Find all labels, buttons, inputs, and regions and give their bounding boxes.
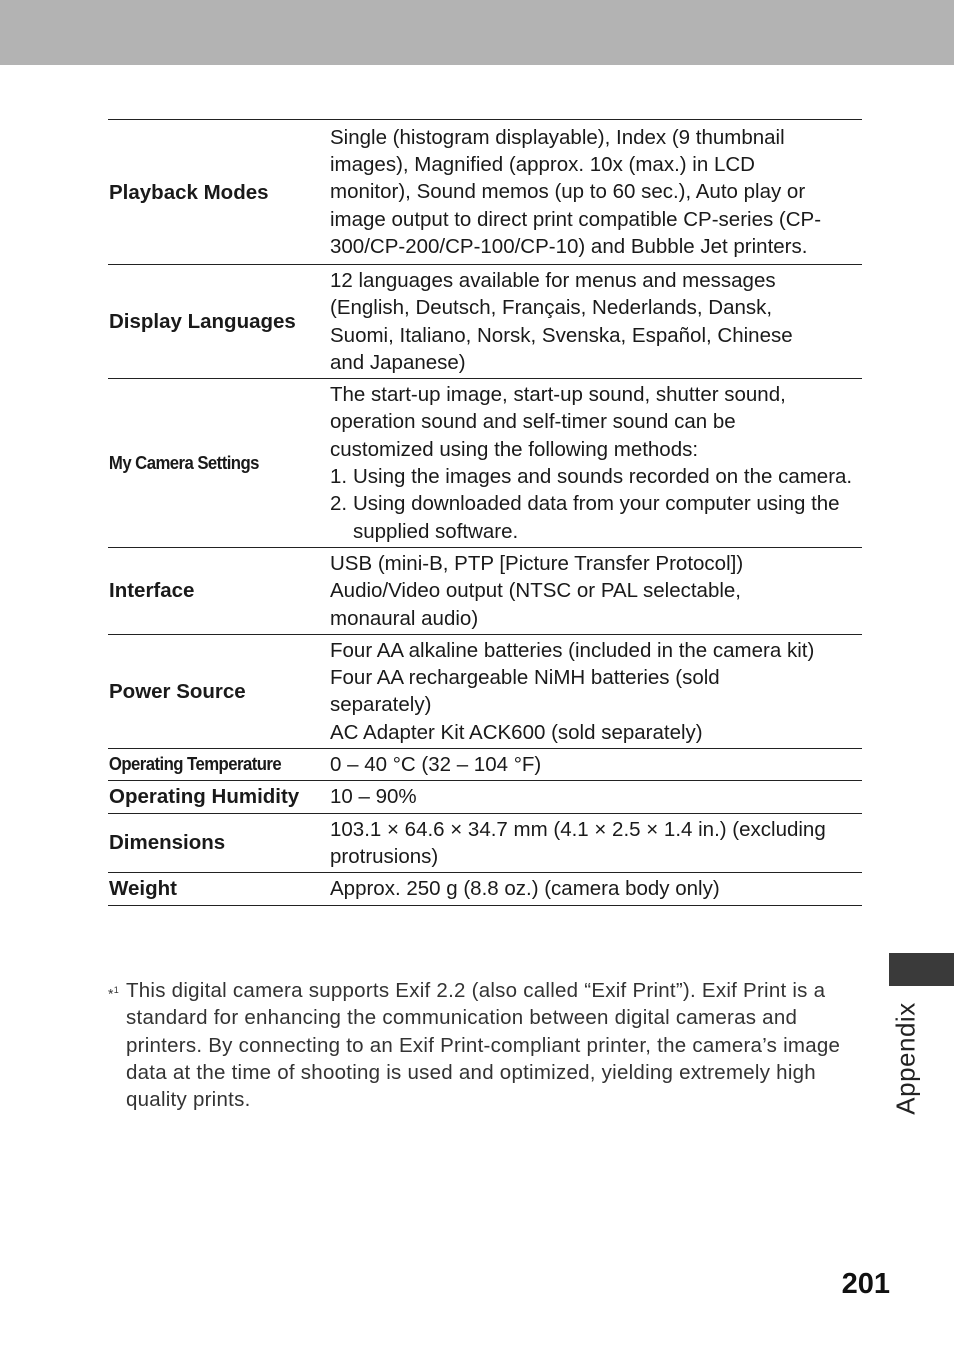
list-item [330, 490, 862, 545]
spec-row [108, 378, 862, 547]
footnote [108, 977, 868, 1113]
spec-value-line: and Japanese) [330, 350, 466, 374]
footnote-text: This digital camera supports Exif 2.2 (also called “Exif Print”). Exif Print is a standard for enhancing the communication between digital cameras and printers. By connecting to an Exif Print-compliant printer, the camera’s image data at the time of shooting is used and optimized, yielding extremely high quality prints. [126, 979, 841, 1112]
spec-row [108, 748, 862, 780]
footnote-mark [108, 977, 126, 1113]
spec-value-line: Audio/Video output (NTSC or PAL selectable, [330, 579, 741, 603]
spec-value [330, 783, 862, 810]
spec-label: Playback Modes [109, 180, 269, 204]
list-text: Using the images and sounds recorded on the camera. [353, 465, 853, 489]
spec-row [108, 780, 862, 812]
spec-value-line: customized using the following methods: [330, 437, 699, 461]
footnote-asterisk: * [108, 985, 114, 1002]
spec-value-line: images), Magnified (approx. 10x (max.) in LCD [330, 153, 755, 177]
spec-value [330, 816, 862, 871]
spec-label: Power Source [109, 679, 246, 703]
spec-value-line: (English, Deutsch, Français, Nederlands, Dansk, [330, 296, 773, 320]
spec-row [108, 634, 862, 748]
spec-value-line: operation sound and self-timer sound can be [330, 410, 736, 434]
spec-value [330, 267, 862, 376]
spec-value-line: 0 – 40 °C (32 – 104 °F) [330, 753, 542, 777]
spec-label: My Camera Settings [108, 452, 259, 473]
spec-label: Operating Humidity [109, 785, 300, 809]
spec-value-line: AC Adapter Kit ACK600 (sold separately) [330, 720, 703, 744]
spec-value-line: monaural audio) [330, 606, 479, 630]
spec-label: Display Languages [109, 310, 296, 334]
spec-label: Dimensions [109, 831, 226, 855]
method-list [330, 463, 862, 545]
spec-value-line: separately) [330, 693, 432, 717]
footnote-number: 1 [113, 985, 119, 995]
spec-value [330, 751, 862, 778]
spec-value-line: 103.1 × 64.6 × 34.7 mm (4.1 × 2.5 × 1.4 in.) (excluding [330, 817, 826, 841]
spec-value-line: protrusions) [330, 844, 439, 868]
spec-value-line: The start-up image, start-up sound, shutter sound, [330, 383, 786, 407]
spec-value [330, 550, 862, 632]
spec-value-line: Suomi, Italiano, Norsk, Svenska, Español, Chinese [330, 323, 793, 347]
section-label-text: Appendix [890, 1001, 921, 1115]
spec-row [108, 547, 862, 634]
spec-value-line: monitor), Sound memos (up to 60 sec.), Auto play or [330, 180, 806, 204]
spec-row [108, 813, 862, 873]
spec-table [108, 119, 862, 906]
spec-value-line: Approx. 250 g (8.8 oz.) (camera body only) [330, 877, 720, 901]
spec-value [330, 637, 862, 746]
spec-row [108, 119, 862, 264]
spec-label: Interface [109, 579, 195, 603]
spec-value-line: 10 – 90% [330, 785, 417, 809]
page-number: 201 [841, 1268, 890, 1300]
list-number: 2. [330, 492, 348, 516]
spec-value-line: image output to direct print compatible CP-series (CP- [330, 207, 822, 231]
spec-value-line: Single (histogram displayable), Index (9 thumbnail [330, 125, 785, 149]
header-band [0, 0, 954, 65]
spec-value-line: Four AA alkaline batteries (included in the camera kit) [330, 638, 815, 662]
spec-label: Weight [109, 877, 177, 901]
spec-value-line: USB (mini-B, PTP [Picture Transfer Protocol]) [330, 551, 744, 575]
list-item [330, 463, 862, 490]
list-number: 1. [330, 465, 348, 489]
spec-value [330, 381, 862, 545]
spec-value-line: Four AA rechargeable NiMH batteries (sold [330, 666, 720, 690]
list-text: Using downloaded data from your computer using the supplied software. [353, 492, 840, 543]
spec-row [108, 264, 862, 378]
spec-value-line: 300/CP-200/CP-100/CP-10) and Bubble Jet printers. [330, 234, 808, 258]
section-label [886, 1002, 926, 1114]
spec-value [330, 124, 862, 260]
section-tab-marker [889, 953, 954, 986]
spec-value [330, 875, 862, 902]
spec-row [108, 872, 862, 905]
spec-label: Operating Temperature [108, 754, 282, 775]
spec-value-line: 12 languages available for menus and messages [330, 269, 776, 292]
